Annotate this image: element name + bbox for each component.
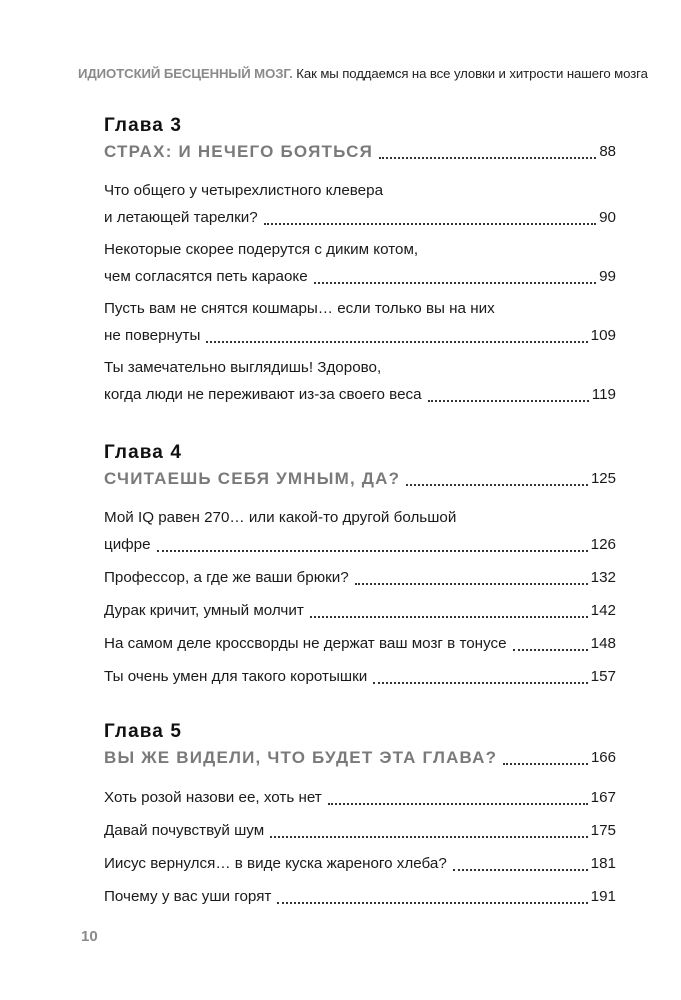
entry-title-line1: Пусть вам не снятся кошмары… если только вы на них bbox=[104, 300, 495, 317]
toc-entry[interactable] bbox=[104, 597, 616, 624]
entry-title-line2: цифре bbox=[104, 536, 151, 553]
chapter-3 bbox=[104, 113, 616, 414]
toc-entry[interactable] bbox=[104, 663, 616, 690]
dot-leader bbox=[373, 682, 587, 684]
chapter-title: СТРАХ: И НЕЧЕГО БОЯТЬСЯ bbox=[104, 142, 373, 161]
dot-leader bbox=[206, 341, 587, 343]
toc-entry[interactable] bbox=[104, 883, 616, 910]
toc-entry[interactable] bbox=[104, 784, 616, 811]
chapter-4 bbox=[104, 440, 616, 696]
entry-title: Иисус вернулся… в виде куска жареного хлеба? bbox=[104, 855, 447, 872]
chapter-title: ВЫ ЖЕ ВИДЕЛИ, ЧТО БУДЕТ ЭТА ГЛАВА? bbox=[104, 748, 498, 767]
entry-page: 132 bbox=[590, 569, 616, 586]
dot-leader bbox=[428, 400, 589, 402]
dot-leader bbox=[264, 223, 596, 225]
dot-leader bbox=[355, 583, 588, 585]
dot-leader bbox=[157, 550, 588, 552]
entry-page: 90 bbox=[599, 209, 616, 226]
book-title: ИДИОТСКИЙ БЕСЦЕННЫЙ МОЗГ. bbox=[78, 66, 293, 81]
entry-page: 126 bbox=[590, 536, 616, 553]
entry-title: Хоть розой назови ее, хоть нет bbox=[104, 789, 322, 806]
book-subtitle: Как мы поддаемся на все уловки и хитрости нашего мозга bbox=[296, 66, 648, 81]
entry-page: 167 bbox=[590, 789, 616, 806]
chapter-label: Глава 4 bbox=[104, 442, 183, 463]
dot-leader bbox=[314, 282, 596, 284]
dot-leader bbox=[406, 484, 588, 486]
dot-leader bbox=[277, 902, 587, 904]
toc-entry[interactable] bbox=[104, 630, 616, 657]
chapter-title: СЧИТАЕШЬ СЕБЯ УМНЫМ, ДА? bbox=[104, 469, 401, 488]
entry-page: 175 bbox=[590, 822, 616, 839]
entry-title-line1: Что общего у четырехлистного клевера bbox=[104, 182, 384, 199]
entry-page: 148 bbox=[590, 635, 616, 652]
entry-title: Дурак кричит, умный молчит bbox=[104, 602, 304, 619]
chapter-label: Глава 5 bbox=[104, 721, 183, 742]
entry-title-line2: чем согласятся петь караоке bbox=[104, 268, 308, 285]
entry-title-line2: когда люди не переживают из-за своего веса bbox=[104, 386, 422, 403]
entry-title: Ты очень умен для такого коротышки bbox=[104, 668, 368, 685]
entry-title-line1: Мой IQ равен 270… или какой-то другой большой bbox=[104, 509, 457, 526]
dot-leader bbox=[513, 649, 588, 651]
running-header bbox=[78, 66, 648, 81]
toc-entry[interactable] bbox=[104, 817, 616, 844]
dot-leader bbox=[503, 763, 588, 765]
toc-entry[interactable] bbox=[104, 178, 616, 231]
chapter-title-row[interactable] bbox=[104, 139, 616, 165]
entry-page: 99 bbox=[599, 268, 616, 285]
entry-title-line2: не повернуты bbox=[104, 327, 201, 344]
entry-title-line1: Некоторые скорее подерутся с диким котом, bbox=[104, 241, 419, 258]
toc-entry[interactable] bbox=[104, 564, 616, 591]
entry-page: 119 bbox=[591, 386, 616, 403]
entry-title: Давай почувствуй шум bbox=[104, 822, 265, 839]
entry-title: Почему у вас уши горят bbox=[104, 888, 272, 905]
dot-leader bbox=[310, 616, 588, 618]
chapter-title-row[interactable] bbox=[104, 745, 616, 771]
chapter-label: Глава 3 bbox=[104, 115, 183, 136]
entry-title-line2: и летающей тарелки? bbox=[104, 209, 258, 226]
toc-entry[interactable] bbox=[104, 296, 616, 349]
toc-entry[interactable] bbox=[104, 355, 616, 408]
chapter-page: 125 bbox=[590, 470, 616, 487]
entry-page: 181 bbox=[590, 855, 616, 872]
toc-entry[interactable] bbox=[104, 505, 616, 558]
entry-page: 109 bbox=[590, 327, 616, 344]
dot-leader bbox=[270, 836, 588, 838]
dot-leader bbox=[453, 869, 588, 871]
entry-page: 157 bbox=[590, 668, 616, 685]
dot-leader bbox=[379, 157, 596, 159]
entry-page: 191 bbox=[590, 888, 616, 905]
dot-leader bbox=[328, 803, 588, 805]
entry-title: На самом деле кроссворды не держат ваш мозг в тонусе bbox=[104, 635, 507, 652]
entry-title-line1: Ты замечательно выглядишь! Здорово, bbox=[104, 359, 382, 376]
chapter-title-row[interactable] bbox=[104, 466, 616, 492]
toc-entry[interactable] bbox=[104, 237, 616, 290]
chapter-page: 88 bbox=[599, 143, 616, 160]
page-number: 10 bbox=[81, 928, 98, 945]
entry-page: 142 bbox=[590, 602, 616, 619]
chapter-page: 166 bbox=[590, 749, 616, 766]
chapter-5 bbox=[104, 719, 616, 916]
toc-entry[interactable] bbox=[104, 850, 616, 877]
entry-title: Профессор, а где же ваши брюки? bbox=[104, 569, 349, 586]
